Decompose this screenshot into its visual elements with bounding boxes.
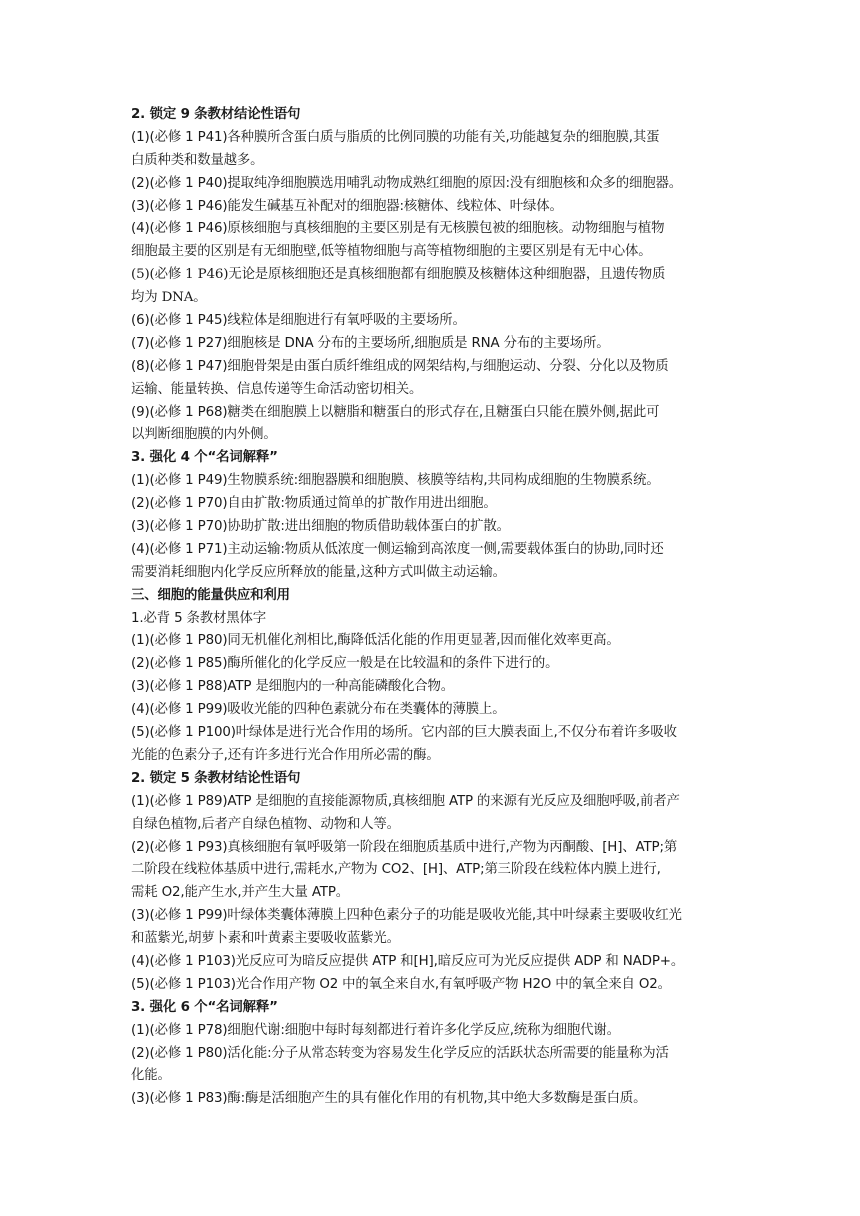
text-line: 1.必背 5 条教材黑体字	[131, 610, 266, 626]
text-line: (5)(必修 1 P46)无论是原核细胞还是真核细胞都有细胞膜及核糖体这种细胞器，且遗传物质	[131, 267, 666, 283]
text-line: (4)(必修 1 P99)吸收光能的四种色素就分布在类囊体的薄膜上。	[131, 702, 506, 718]
text-line: 运输、能量转换、信息传递等生命活动密切相关。	[131, 381, 423, 397]
text-line: (1)(必修 1 P78)细胞代谢:细胞中每时每刻都进行着许多化学反应,统称为细胞代谢。	[131, 1022, 620, 1038]
text-line: (5)(必修 1 P103)光合作用产物 O2 中的氧全来自水,有氧呼吸产物 H2O 中的氧全来自 O2。	[131, 976, 671, 992]
text-line: (3)(必修 1 P88)ATP 是细胞内的一种高能磷酸化合物。	[131, 679, 455, 695]
text-line: 化能。	[131, 1068, 171, 1084]
text-line: 自绿色植物,后者产自绿色植物、动物和人等。	[131, 816, 400, 832]
text-line: (2)(必修 1 P85)酶所催化的化学反应一般是在比较温和的条件下进行的。	[131, 656, 559, 672]
text-line: (2)(必修 1 P93)真核细胞有氧呼吸第一阶段在细胞质基质中进行,产物为丙酮酸、[H]、ATP;第	[131, 839, 678, 855]
text-line: (7)(必修 1 P27)细胞核是 DNA 分布的主要场所,细胞质是 RNA 分布的主要场所。	[131, 335, 610, 351]
text-line: 需耗 O2,能产生水,并产生大量 ATP。	[131, 885, 349, 901]
text-line: 以判断细胞膜的内外侧。	[131, 427, 277, 443]
text-line: 二阶段在线粒体基质中进行,需耗水,产物为 CO2、[H]、ATP;第三阶段在线粒体内膜上进行,	[131, 862, 661, 878]
text-line: (3)(必修 1 P70)协助扩散:进出细胞的物质借助载体蛋白的扩散。	[131, 519, 510, 535]
section-heading: 3. 强化 4 个“名词解释”	[131, 450, 278, 466]
text-line: (3)(必修 1 P99)叶绿体类囊体薄膜上四种色素分子的功能是吸收光能,其中叶绿素主要吸收红光	[131, 908, 682, 924]
text-line: (2)(必修 1 P40)提取纯净细胞膜选用哺乳动物成熟红细胞的原因:没有细胞核和众多的细胞器。	[131, 175, 682, 191]
text-line: (3)(必修 1 P46)能发生碱基互补配对的细胞器:核糖体、线粒体、叶绿体。	[131, 198, 563, 214]
text-line: (4)(必修 1 P46)原核细胞与真核细胞的主要区别是有无核膜包被的细胞核。动物细胞与植物	[131, 221, 665, 237]
text-line: (9)(必修 1 P68)糖类在细胞膜上以糖脂和糖蛋白的形式存在,且糖蛋白只能在膜外侧,据此可	[131, 404, 660, 420]
document-body	[131, 104, 751, 1111]
text-line: (5)(必修 1 P100)叶绿体是进行光合作用的场所。它内部的巨大膜表面上,不仅分布着许多吸收	[131, 725, 677, 741]
text-line: 和蓝紫光,胡萝卜素和叶黄素主要吸收蓝紫光。	[131, 931, 400, 947]
text-line: 白质种类和数量越多。	[131, 152, 264, 168]
text-line: (4)(必修 1 P71)主动运输:物质从低浓度一侧运输到高浓度一侧,需要载体蛋白的协助,同时还	[131, 541, 664, 557]
text-line: (1)(必修 1 P49)生物膜系统:细胞器膜和细胞膜、核膜等结构,共同构成细胞的生物膜系统。	[131, 473, 660, 489]
section-heading: 三、细胞的能量供应和利用	[131, 587, 290, 603]
text-line: (1)(必修 1 P80)同无机催化剂相比,酶降低活化能的作用更显著,因而催化效率更高。	[131, 633, 620, 649]
section-heading: 3. 强化 6 个“名词解释”	[131, 999, 278, 1015]
text-line: 细胞最主要的区别是有无细胞壁,低等植物细胞与高等植物细胞的主要区别是有无中心体。	[131, 244, 652, 260]
text-line: (6)(必修 1 P45)线粒体是细胞进行有氧呼吸的主要场所。	[131, 313, 466, 329]
text-line: (4)(必修 1 P103)光反应可为暗反应提供 ATP 和[H],暗反应可为光反应提供 ADP 和 NADP+。	[131, 953, 685, 969]
text-line: 均为 DNA。	[131, 290, 207, 306]
text-line: (1)(必修 1 P89)ATP 是细胞的直接能源物质,真核细胞 ATP 的来源有光反应及细胞呼吸,前者产	[131, 793, 680, 809]
text-line: (2)(必修 1 P80)活化能:分子从常态转变为容易发生化学反应的活跃状态所需要的能量称为活	[131, 1045, 669, 1061]
section-heading: 2. 锁定 9 条教材结论性语句	[131, 107, 301, 122]
text-line: 光能的色素分子,还有许多进行光合作用所必需的酶。	[131, 747, 440, 763]
text-line: 需要消耗细胞内化学反应所释放的能量,这种方式叫做主动运输。	[131, 564, 506, 580]
section-heading: 2. 锁定 5 条教材结论性语句	[131, 770, 301, 786]
text-line: (8)(必修 1 P47)细胞骨架是由蛋白质纤维组成的网架结构,与细胞运动、分裂、分化以及物质	[131, 358, 669, 374]
text-line: (2)(必修 1 P70)自由扩散:物质通过简单的扩散作用进出细胞。	[131, 496, 497, 512]
text-line: (1)(必修 1 P41)各种膜所含蛋白质与脂质的比例同膜的功能有关,功能越复杂的细胞膜,其蛋	[131, 129, 660, 145]
text-line: (3)(必修 1 P83)酶:酶是活细胞产生的具有催化作用的有机物,其中绝大多数酶是蛋白质。	[131, 1091, 647, 1107]
